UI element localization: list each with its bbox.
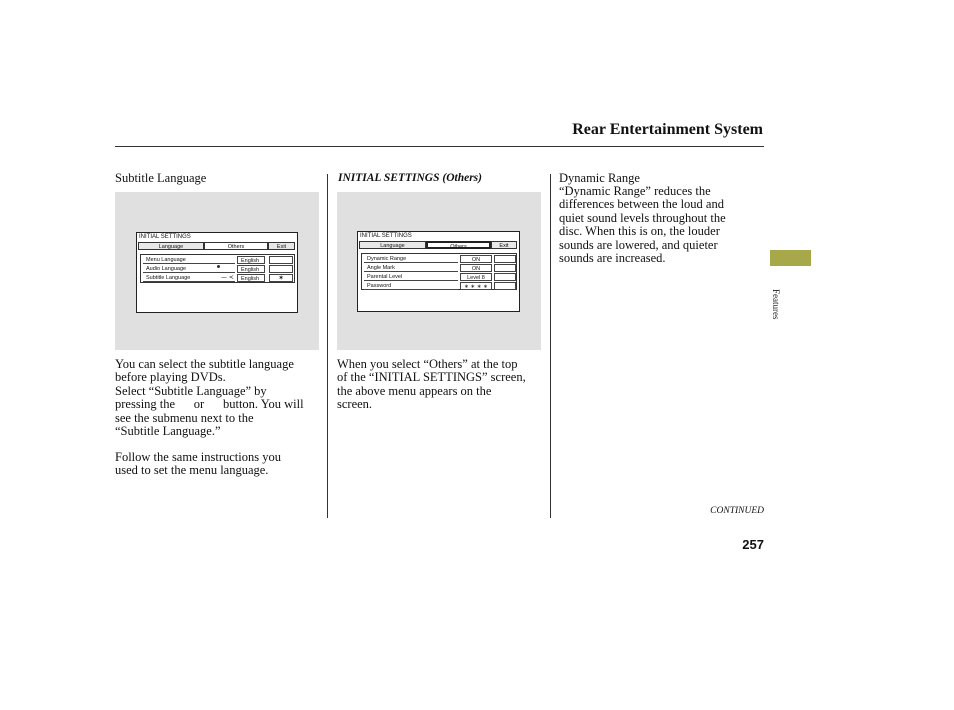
screen-row-blank <box>494 255 516 263</box>
text-line: Select “Subtitle Language” by <box>115 383 267 398</box>
column-divider <box>327 174 328 518</box>
screen-tab-language: Language <box>359 241 426 249</box>
screen-illustration-panel <box>337 192 541 350</box>
screen-row-label: Menu Language <box>143 256 235 264</box>
screen-row-label: Password <box>364 282 458 290</box>
text-line: screen. <box>337 397 373 412</box>
body-paragraph <box>115 451 325 478</box>
screen-row-label: Subtitle Language <box>143 274 235 282</box>
screen-row-label: Angle Mark <box>364 264 458 272</box>
column-divider <box>550 174 551 518</box>
tv-screen <box>136 232 298 313</box>
screen-row-blank <box>494 264 516 272</box>
screen-tab-row <box>359 241 517 249</box>
screen-row-value: Level 8 <box>460 273 492 281</box>
section-tab-marker <box>770 250 811 266</box>
screen-menu-row <box>362 264 516 272</box>
body-paragraph <box>559 185 759 265</box>
screen-row-value: English <box>237 256 265 264</box>
screen-row-value: ON <box>460 255 492 263</box>
screen-row-label: Dynamic Range <box>364 255 458 263</box>
screen-tab-exit: Exit <box>268 242 295 250</box>
text-line: Follow the same instructions you <box>115 450 281 464</box>
text-line: differences between the loud and <box>559 197 724 212</box>
section-heading-subtitle-language: Subtitle Language <box>115 171 207 185</box>
screen-tab-language: Language <box>138 242 204 250</box>
text-line: pressing the or button. You will <box>115 397 304 412</box>
screen-tab-others: Others <box>204 242 268 250</box>
text-line: “Subtitle Language.” <box>115 424 221 439</box>
screen-row-label: Audio Language <box>143 265 235 273</box>
text-line: You can select the subtitle language <box>115 357 294 371</box>
body-paragraph <box>115 358 325 438</box>
section-label-features: Features <box>771 289 781 320</box>
body-paragraph <box>337 358 547 412</box>
screen-menu-row <box>362 273 516 281</box>
screen-illustration-panel <box>115 192 319 350</box>
page-title: Rear Entertainment System <box>572 121 763 138</box>
text-line: before playing DVDs. <box>115 370 226 385</box>
screen-menu-list <box>361 253 517 290</box>
screen-tab-row <box>138 242 295 250</box>
text-line: of the “INITIAL SETTINGS” screen, <box>337 370 526 385</box>
screen-tab-exit: Exit <box>491 241 517 249</box>
screen-row-value: English <box>237 274 265 282</box>
text-line: sounds are lowered, and quieter <box>559 237 718 252</box>
page-number: 257 <box>742 537 764 552</box>
section-heading-dynamic-range: Dynamic Range <box>559 171 640 185</box>
screen-menu-row <box>141 256 291 264</box>
cursor-icon: ✶ <box>269 274 293 282</box>
text-line: see the submenu next to the <box>115 410 254 425</box>
text-line: the above menu appears on the <box>337 383 492 398</box>
screen-title: INITIAL SETTINGS <box>139 234 191 240</box>
tv-screen <box>357 231 520 312</box>
text-line: quiet sound levels throughout the <box>559 210 726 225</box>
screen-menu-row <box>362 255 516 263</box>
text-line: sounds are increased. <box>559 251 666 266</box>
screen-title: INITIAL SETTINGS <box>360 233 412 239</box>
screen-row-blank <box>494 282 516 290</box>
screen-menu-row-selected <box>141 274 295 282</box>
section-heading-initial-settings-others: INITIAL SETTINGS (Others) <box>338 172 482 184</box>
screen-row-blank <box>269 265 293 273</box>
screen-row-value: ON <box>460 264 492 272</box>
screen-menu-row <box>141 265 291 273</box>
screen-row-label: Parental Level <box>364 273 458 281</box>
screen-menu-row <box>362 282 516 290</box>
text-line: “Dynamic Range” reduces the <box>559 184 711 198</box>
text-line: used to set the menu language. <box>115 463 269 478</box>
screen-row-value: ∗ ∗ ∗ ∗ <box>460 282 492 290</box>
screen-row-blank <box>494 273 516 281</box>
text-line: disc. When this is on, the louder <box>559 224 720 239</box>
text-line: When you select “Others” at the top <box>337 357 518 371</box>
screen-row-blank <box>269 256 293 264</box>
continued-label: CONTINUED <box>710 506 764 516</box>
screen-menu-list <box>140 254 295 283</box>
arrow-left-icon: — < <box>221 274 234 281</box>
screen-row-value: English <box>237 265 265 273</box>
screen-tab-others: Others <box>426 241 491 249</box>
header-rule <box>115 146 764 147</box>
